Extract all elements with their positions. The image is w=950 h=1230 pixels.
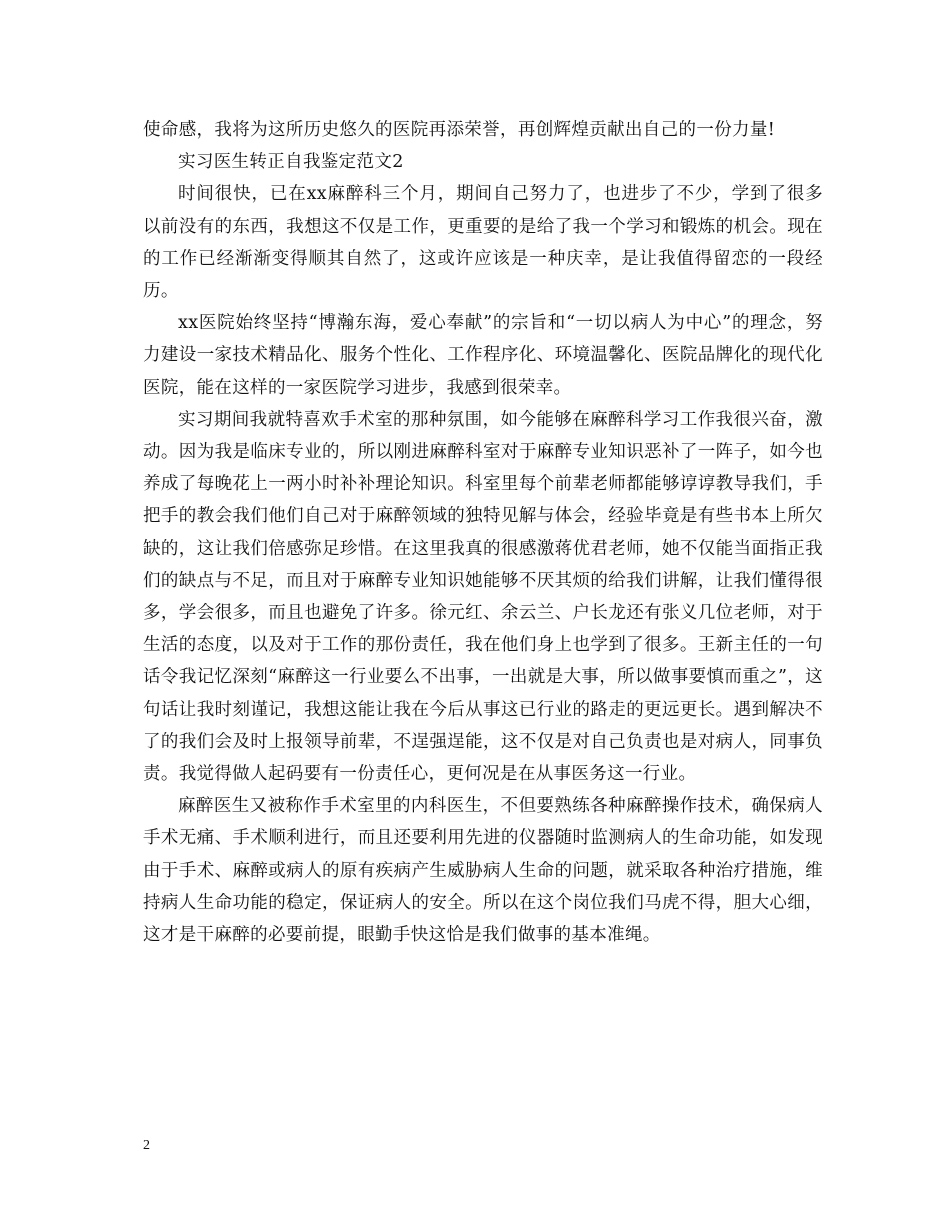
paragraph: xx医院始终坚持“博瀚东海，爱心奉献”的宗旨和“一切以病人为中心”的理念，努力建设一家技术精品化、服务个性化、工作程序化、环境温馨化、医院品牌化的现代化医院，能在这样的一家医院学习进步，我感到很荣幸。 <box>143 313 823 398</box>
paragraph-continuation: 使命感，我将为这所历史悠久的医院再添荣誉，再创辉煌贡献出自己的一份力量! <box>143 120 776 140</box>
paragraph: 时间很快，已在xx麻醉科三个月，期间自己努力了，也进步了不少，学到了很多以前没有的东西，我想这不仅是工作，更重要的是给了我一个学习和锻炼的机会。现在的工作已经渐渐变得顺其自然了，这或许应该是一种庆幸，是让我值得留恋的一段经历。 <box>143 184 823 302</box>
paragraph: 实习期间我就特喜欢手术室的那种氛围，如今能够在麻醉科学习工作我很兴奋，激动。因为我是临床专业的，所以刚进麻醉科室对于麻醉专业知识恶补了一阵子，如今也养成了每晚花上一两小时补补理论知识。科室里每个前辈老师都能够谆谆教导我们，手把手的教会我们他们自己对于麻醉领域的独特见解与体会，经验毕竟是有些书本上所欠缺的，这让我们倍感弥足珍惜。在这里我真的很感激蒋优君老师，她不仅能当面指正我们的缺点与不足，而且对于麻醉专业知识她能够不厌其烦的给我们讲解，让我们懂得很多，学会很多，而且也避免了许多。徐元红、余云兰、户长龙还有张义几位老师，对于生活的态度，以及对于工作的那份责任，我在他们身上也学到了很多。王新主任的一句话令我记忆深刻“麻醉这一行业要么不出事，一出就是大事，所以做事要慎而重之”，这句话让我时刻谨记，我想这能让我在今后从事这已行业的路走的更远更长。遇到解决不了的我们会及时上报领导前辈，不逞强逞能，这不仅是对自己负责也是对病人，同事负责。我觉得做人起码要有一份责任心，更何况是在从事医务这一行业。 <box>143 409 823 785</box>
body-text <box>143 114 823 951</box>
section-heading: 实习医生转正自我鉴定范文2 <box>178 152 404 173</box>
page-number: 2 <box>143 1138 150 1153</box>
paragraph: 麻醉医生又被称作手术室里的内科医生，不但要熟练各种麻醉操作技术，确保病人手术无痛、手术顺利进行，而且还要利用先进的仪器随时监测病人的生命功能，如发现由于手术、麻醉或病人的原有疾病产生威胁病人生命的问题，就采取各种治疗措施，维持病人生命功能的稳定，保证病人的安全。所以在这个岗位我们马虎不得，胆大心细，这才是干麻醉的必要前提，眼勤手快这恰是我们做事的基本准绳。 <box>143 796 823 946</box>
